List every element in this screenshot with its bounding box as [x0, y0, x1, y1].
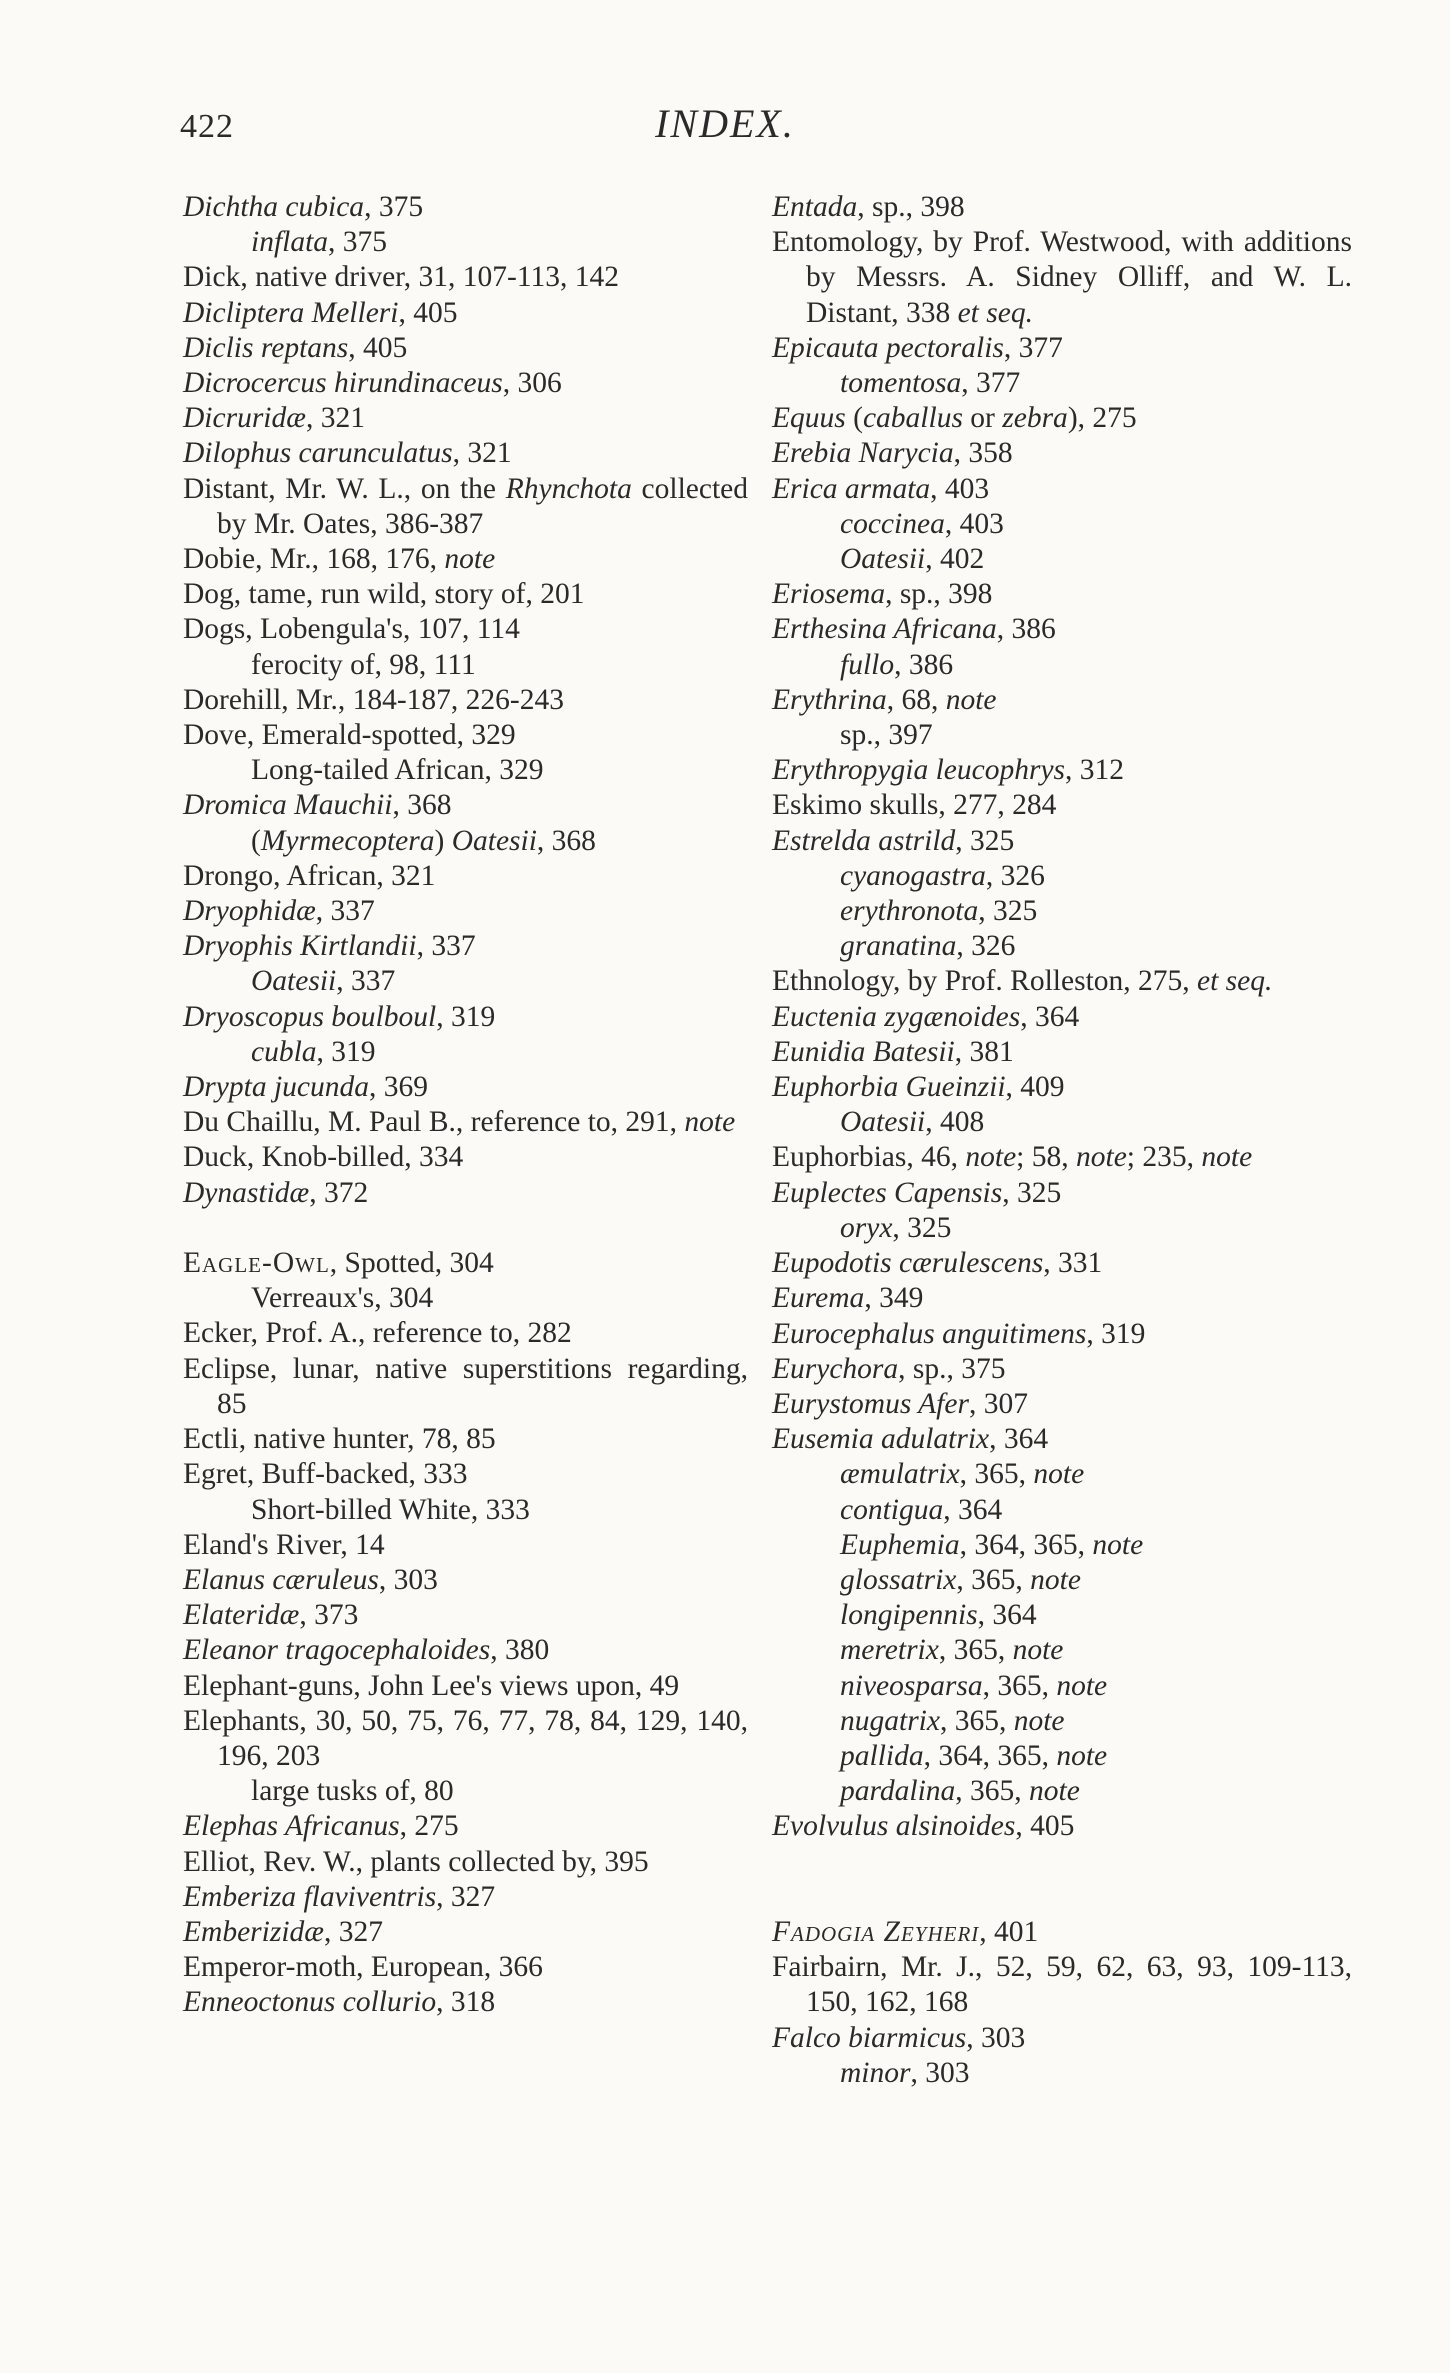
index-subentry: cyanogastra, 326: [840, 859, 1045, 892]
index-entry: Eclipse, lunar, native superstitions regarding, 85: [183, 1352, 748, 1420]
index-subentry: pardalina, 365, note: [840, 1775, 1080, 1808]
index-entry: Eurema, 349: [772, 1282, 924, 1315]
section-gap: [772, 1845, 1352, 1915]
index-entry: Dove, Emerald-spotted, 329: [183, 719, 516, 752]
index-entry: Du Chaillu, M. Paul B., reference to, 291, note: [183, 1106, 736, 1139]
index-entry: Erica armata, 403: [772, 472, 990, 505]
index-entry: Dryoscopus boulboul, 319: [183, 1000, 496, 1033]
index-entry: Fairbairn, Mr. J., 52, 59, 62, 63, 93, 109-113, 150, 162, 168: [772, 1951, 1352, 2019]
index-entry: Ectli, native hunter, 78, 85: [183, 1423, 496, 1456]
index-entry: Epicauta pectoralis, 377: [772, 331, 1063, 364]
index-subentry: contigua, 364: [840, 1493, 1003, 1526]
index-subentry: oryx, 325: [840, 1211, 952, 1244]
index-entry: Emberiza flaviventris, 327: [183, 1880, 496, 1913]
index-entry: Euplectes Capensis, 325: [772, 1176, 1062, 1209]
index-subentry: Oatesii, 337: [251, 965, 396, 998]
index-entry: Elephant-guns, John Lee's views upon, 49: [183, 1669, 680, 1702]
index-subentry: nugatrix, 365, note: [840, 1704, 1065, 1737]
index-entry: Emperor-moth, European, 366: [183, 1951, 543, 1984]
index-entry: Distant, Mr. W. L., on the Rhynchota collected by Mr. Oates, 386-387: [183, 472, 748, 540]
index-entry: Dynastidæ, 372: [183, 1176, 369, 1209]
index-entry: Eriosema, sp., 398: [772, 578, 993, 611]
running-title: INDEX.: [655, 101, 795, 146]
index-entry: Dryophis Kirtlandii, 337: [183, 930, 476, 963]
index-subentry: coccinea, 403: [840, 507, 1004, 540]
index-entry: Entomology, by Prof. Westwood, with additions by Messrs. A. Sidney Olliff, and W. L. Distant, 338 et seq.: [772, 226, 1352, 329]
index-entry: Emberizidæ, 327: [183, 1915, 383, 1948]
index-entry: Eurystomus Afer, 307: [772, 1387, 1028, 1420]
index-entry: Drongo, African, 321: [183, 859, 436, 892]
index-subentry: Long-tailed African, 329: [251, 754, 544, 787]
index-entry: Elateridæ, 373: [183, 1599, 359, 1632]
index-subentry: (Myrmecoptera) Oatesii, 368: [251, 824, 596, 857]
index-entry: Diclis reptans, 405: [183, 331, 408, 364]
index-entry: Eagle-Owl, Spotted, 304: [183, 1247, 494, 1280]
index-entry: Euphorbia Gueinzii, 409: [772, 1071, 1065, 1104]
index-subentry: erythronota, 325: [840, 895, 1038, 928]
index-entry: Equus (caballus or zebra), 275: [772, 402, 1137, 435]
index-column-left: [183, 190, 748, 2021]
index-entry: Dick, native driver, 31, 107-113, 142: [183, 261, 620, 294]
index-subentry: inflata, 375: [251, 226, 388, 259]
index-entry: Elephants, 30, 50, 75, 76, 77, 78, 84, 129, 140, 196, 203: [183, 1704, 748, 1772]
index-entry: Eskimo skulls, 277, 284: [772, 789, 1057, 822]
index-subentry: Verreaux's, 304: [251, 1282, 434, 1315]
index-entry: Eurychora, sp., 375: [772, 1352, 1006, 1385]
index-entry: Enneoctonus collurio, 318: [183, 1986, 496, 2019]
index-subentry: Euphemia, 364, 365, note: [840, 1528, 1144, 1561]
index-entry: Erthesina Africana, 386: [772, 613, 1056, 646]
index-entry: Euctenia zygænoides, 364: [772, 1000, 1080, 1033]
index-entry: Dicrocercus hirundinaceus, 306: [183, 367, 562, 400]
index-entry: Elanus cæruleus, 303: [183, 1563, 438, 1596]
index-subentry: Oatesii, 408: [840, 1106, 985, 1139]
index-entry: Egret, Buff-backed, 333: [183, 1458, 468, 1491]
index-entry: Estrelda astrild, 325: [772, 824, 1015, 857]
index-entry: Evolvulus alsinoides, 405: [772, 1810, 1075, 1843]
index-subentry: Oatesii, 402: [840, 543, 985, 576]
index-entry: Erythrina, 68, note: [772, 683, 997, 716]
index-entry: Ecker, Prof. A., reference to, 282: [183, 1317, 572, 1350]
index-entry: Eupodotis cærulescens, 331: [772, 1247, 1103, 1280]
section-gap: [183, 1211, 748, 1246]
index-entry: Erebia Narycia, 358: [772, 437, 1013, 470]
page-number: 422: [180, 108, 234, 145]
index-subentry: cubla, 319: [251, 1035, 376, 1068]
index-entry: Elephas Africanus, 275: [183, 1810, 459, 1843]
index-subentry: ferocity of, 98, 111: [251, 648, 476, 681]
index-entry: Duck, Knob-billed, 334: [183, 1141, 464, 1174]
index-subentry: sp., 397: [840, 719, 933, 752]
index-entry: Dryophidæ, 337: [183, 895, 375, 928]
index-entry: Eleanor tragocephaloides, 380: [183, 1634, 550, 1667]
index-subentry: pallida, 364, 365, note: [840, 1739, 1108, 1772]
index-entry: Erythropygia leucophrys, 312: [772, 754, 1125, 787]
index-subentry: glossatrix, 365, note: [840, 1563, 1081, 1596]
index-entry: Dog, tame, run wild, story of, 201: [183, 578, 585, 611]
index-entry: Falco biarmicus, 303: [772, 2021, 1026, 2054]
index-entry: Dicruridæ, 321: [183, 402, 365, 435]
index-entry: Euphorbias, 46, note; 58, note; 235, note: [772, 1141, 1253, 1174]
index-entry: Dilophus carunculatus, 321: [183, 437, 512, 470]
index-subentry: granatina, 326: [840, 930, 1016, 963]
index-subentry: large tusks of, 80: [251, 1775, 454, 1808]
index-entry: Drypta jucunda, 369: [183, 1071, 428, 1104]
index-subentry: fullo, 386: [840, 648, 954, 681]
index-subentry: æmulatrix, 365, note: [840, 1458, 1085, 1491]
index-subentry: tomentosa, 377: [840, 367, 1021, 400]
index-entry: Dobie, Mr., 168, 176, note: [183, 543, 496, 576]
index-entry: Dogs, Lobengula's, 107, 114: [183, 613, 520, 646]
index-subentry: minor, 303: [840, 2056, 970, 2089]
index-subentry: longipennis, 364: [840, 1599, 1037, 1632]
index-entry: Entada, sp., 398: [772, 191, 965, 223]
index-subentry: meretrix, 365, note: [840, 1634, 1064, 1667]
index-entry: Eurocephalus anguitimens, 319: [772, 1317, 1146, 1350]
index-subentry: niveosparsa, 365, note: [840, 1669, 1108, 1702]
index-entry: Fadogia Zeyheri, 401: [772, 1915, 1039, 1948]
index-entry: Elliot, Rev. W., plants collected by, 395: [183, 1845, 649, 1878]
index-entry: Dicliptera Melleri, 405: [183, 296, 458, 329]
index-column-right: [772, 190, 1352, 2091]
index-entry: Eunidia Batesii, 381: [772, 1035, 1014, 1068]
index-entry: Ethnology, by Prof. Rolleston, 275, et seq.: [772, 965, 1273, 998]
index-subentry: Short-billed White, 333: [251, 1493, 530, 1526]
index-entry: Dorehill, Mr., 184-187, 226-243: [183, 683, 565, 716]
index-entry: Dromica Mauchii, 368: [183, 789, 452, 822]
index-entry: Eusemia adulatrix, 364: [772, 1423, 1049, 1456]
index-entry: Dichtha cubica, 375: [183, 191, 424, 223]
index-entry: Eland's River, 14: [183, 1528, 385, 1561]
